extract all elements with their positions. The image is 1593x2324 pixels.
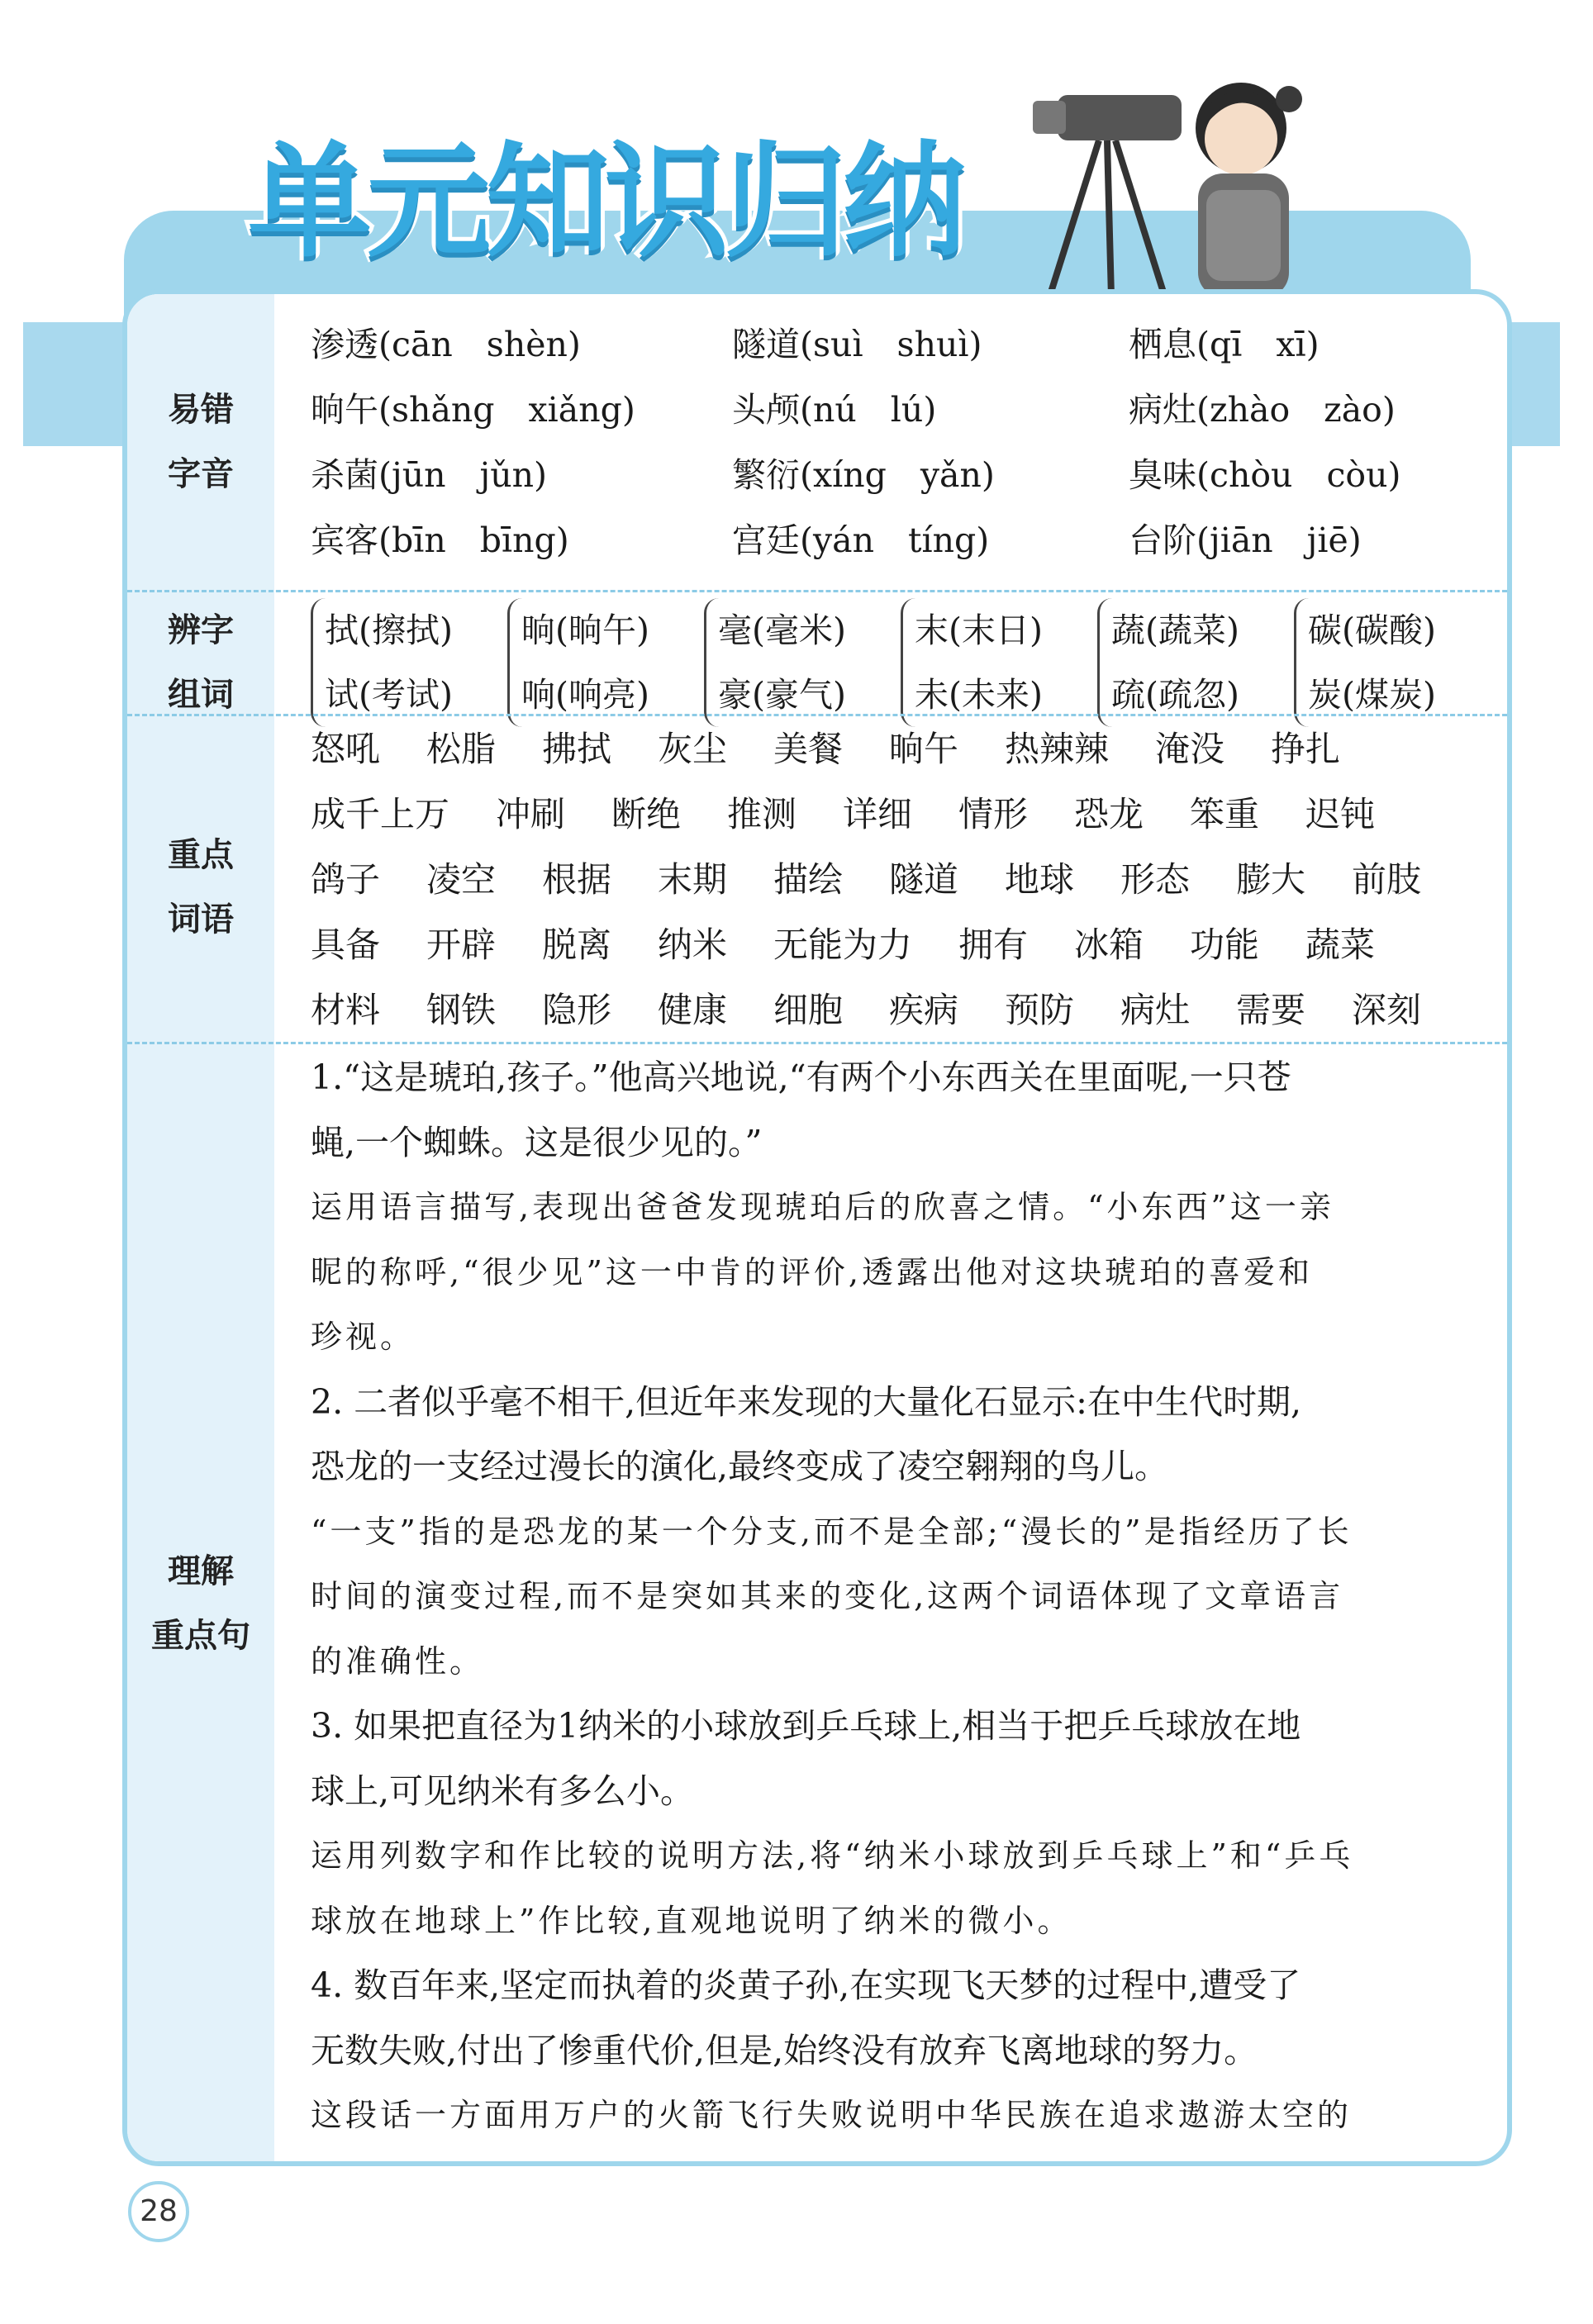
label-line: 易错 xyxy=(168,391,234,429)
key-word: 功能 xyxy=(1190,924,1260,965)
pron-item: 晌午(shǎng xiǎng) xyxy=(311,390,635,430)
key-word: 病灶 xyxy=(1120,990,1191,1030)
label-line: 字音 xyxy=(168,455,234,493)
key-word: 无能为力 xyxy=(773,924,913,965)
pron-item: 繁衍(xíng yǎn) xyxy=(732,455,995,495)
key-sentence-line: 球上,可见纳米有多么小。 xyxy=(311,1770,695,1811)
key-word: 深刻 xyxy=(1352,990,1422,1030)
pair-word: 未(未来) xyxy=(915,675,1043,715)
char-pair xyxy=(704,598,846,727)
key-word: 情形 xyxy=(958,794,1029,834)
explanation-line: 运用列数字和作比较的说明方法,将“纳米小球放到乒乓球上”和“乒乓 xyxy=(311,1837,1354,1874)
explanation-line: 昵的称呼,“很少见”这一中肯的评价,透露出他对这块琥珀的喜爱和 xyxy=(311,1253,1314,1290)
key-word: 脱离 xyxy=(542,924,612,965)
explanation-line: 的准确性。 xyxy=(311,1642,485,1680)
pron-item: 渗透(cān shèn) xyxy=(311,325,581,364)
key-word: 断绝 xyxy=(611,794,682,834)
key-word: 鸽子 xyxy=(311,859,381,900)
key-word: 冰箱 xyxy=(1074,924,1144,965)
pair-word: 晌(晌午) xyxy=(521,611,649,650)
key-word: 挣扎 xyxy=(1271,729,1341,769)
key-word: 根据 xyxy=(542,859,612,900)
pair-word: 疏(疏忽) xyxy=(1111,675,1239,715)
key-word: 前肢 xyxy=(1352,859,1422,900)
key-word: 美餐 xyxy=(773,729,844,769)
section-label xyxy=(127,823,274,952)
label-line: 组词 xyxy=(168,676,234,714)
pron-item: 病灶(zhào zào) xyxy=(1129,390,1396,430)
char-pair xyxy=(507,598,649,727)
pron-item: 隧道(suì shuì) xyxy=(732,325,982,364)
key-word: 拥有 xyxy=(958,924,1029,965)
key-word: 拂拭 xyxy=(542,729,612,769)
key-word: 末期 xyxy=(658,859,728,900)
page-title: 单元知识归纳 xyxy=(248,131,963,274)
explanation-line: 运用语言描写,表现出爸爸发现琥珀后的欣喜之情。“小东西”这一亲 xyxy=(311,1189,1334,1225)
key-word: 松脂 xyxy=(426,729,497,769)
key-word: 隐形 xyxy=(542,990,612,1030)
pair-word: 毫(毫米) xyxy=(718,611,846,650)
label-line: 重点 xyxy=(168,836,234,874)
key-word: 形态 xyxy=(1120,859,1191,900)
key-word: 成千上万 xyxy=(311,794,450,834)
char-pair xyxy=(901,598,1043,727)
pair-word: 末(末日) xyxy=(915,611,1043,650)
section-key-words xyxy=(127,715,1507,1058)
key-word: 蔬菜 xyxy=(1305,924,1376,965)
key-word: 详细 xyxy=(843,794,913,834)
knowledge-table-card xyxy=(122,289,1512,2166)
section-pronunciation xyxy=(127,294,1507,590)
key-sentence-line: 1.“这是琥珀,孩子。”他高兴地说,“有两个小东西关在里面呢,一只苍 xyxy=(311,1057,1291,1097)
pron-item: 宾客(bīn bīng) xyxy=(311,520,569,560)
pron-item: 臭味(chòu còu) xyxy=(1129,455,1401,495)
pron-item: 台阶(jiān jiē) xyxy=(1129,520,1362,560)
section-distinguish xyxy=(127,592,1507,732)
explanation-line: 球放在地球上”作比较,直观地说明了纳米的微小。 xyxy=(311,1902,1072,1939)
section-key-sentences xyxy=(127,1043,1507,2161)
key-sentence-line: 无数失败,付出了惨重代价,但是,始终没有放弃飞离地球的努力。 xyxy=(311,2030,1258,2070)
key-word: 描绘 xyxy=(773,859,844,900)
knowledge-table xyxy=(127,294,1507,2161)
pron-item: 栖息(qī xī) xyxy=(1129,325,1320,364)
key-word: 需要 xyxy=(1236,990,1306,1030)
key-word: 晌午 xyxy=(889,729,959,769)
key-word: 细胞 xyxy=(773,990,844,1030)
key-word: 膨大 xyxy=(1236,859,1306,900)
label-line: 词语 xyxy=(168,901,234,939)
key-word: 地球 xyxy=(1005,859,1075,900)
key-word: 热辣辣 xyxy=(1005,729,1110,769)
char-pair xyxy=(1097,598,1239,727)
key-word: 灰尘 xyxy=(658,729,728,769)
pair-word: 豪(豪气) xyxy=(718,675,846,715)
key-word: 淹没 xyxy=(1155,729,1225,769)
section-label xyxy=(127,1539,274,1668)
label-line: 辨字 xyxy=(168,611,234,649)
key-word: 怒吼 xyxy=(311,729,381,769)
key-word: 恐龙 xyxy=(1074,794,1144,834)
pron-item: 宫廷(yán tíng) xyxy=(732,520,990,560)
pair-word: 炭(煤炭) xyxy=(1308,675,1436,715)
label-line: 重点句 xyxy=(151,1617,250,1655)
key-word: 钢铁 xyxy=(426,990,497,1030)
key-word: 开辟 xyxy=(426,924,497,965)
pair-word: 响(响亮) xyxy=(521,675,649,715)
key-word: 冲刷 xyxy=(496,794,566,834)
explanation-line: 珍视。 xyxy=(311,1319,416,1355)
pair-word: 试(考试) xyxy=(325,675,453,715)
pair-word: 碳(碳酸) xyxy=(1308,611,1436,650)
key-word: 具备 xyxy=(311,924,381,965)
pron-item: 杀菌(jūn jǔn) xyxy=(311,455,548,495)
telescope-girl-illustration xyxy=(1000,50,1330,297)
pron-item: 头颅(nú lú) xyxy=(732,390,937,430)
key-word: 推测 xyxy=(727,794,797,834)
key-word: 预防 xyxy=(1005,990,1075,1030)
key-word: 纳米 xyxy=(658,924,728,965)
key-sentence-line: 4. 数百年来,坚定而执着的炎黄子孙,在实现飞天梦的过程中,遭受了 xyxy=(311,1965,1301,2005)
explanation-line: 这段话一方面用万户的火箭飞行失败说明中华民族在追求遨游太空的 xyxy=(311,2097,1353,2133)
key-word: 迟钝 xyxy=(1305,794,1376,834)
pair-word: 拭(擦拭) xyxy=(325,611,453,650)
key-sentence-line: 2. 二者似乎毫不相干,但近年来发现的大量化石显示:在中生代时期, xyxy=(311,1381,1302,1422)
label-line: 理解 xyxy=(168,1552,234,1590)
key-sentence-line: 3. 如果把直径为1纳米的小球放到乒乓球上,相当于把乒乓球放在地 xyxy=(311,1706,1301,1746)
key-sentence-line: 恐龙的一支经过漫长的演化,最终变成了凌空翱翔的鸟儿。 xyxy=(311,1447,1169,1486)
key-word: 凌空 xyxy=(426,859,497,900)
pair-word: 蔬(蔬菜) xyxy=(1111,611,1239,650)
char-pair xyxy=(311,598,453,727)
explanation-line: 时间的演变过程,而不是突如其来的变化,这两个词语体现了文章语言 xyxy=(311,1578,1344,1614)
key-word: 疾病 xyxy=(889,990,959,1030)
page-number: 28 xyxy=(128,2181,189,2242)
section-label xyxy=(127,378,274,506)
key-sentence-line: 蝇,一个蜘蛛。这是很少见的。” xyxy=(311,1122,763,1162)
key-word: 笨重 xyxy=(1190,794,1260,834)
key-word: 健康 xyxy=(658,990,728,1030)
section-label xyxy=(127,598,274,727)
key-word: 材料 xyxy=(311,990,381,1030)
key-word: 隧道 xyxy=(889,859,959,900)
explanation-line: “一支”指的是恐龙的某一个分支,而不是全部;“漫长的”是指经历了长 xyxy=(311,1513,1353,1550)
char-pair xyxy=(1294,598,1436,727)
